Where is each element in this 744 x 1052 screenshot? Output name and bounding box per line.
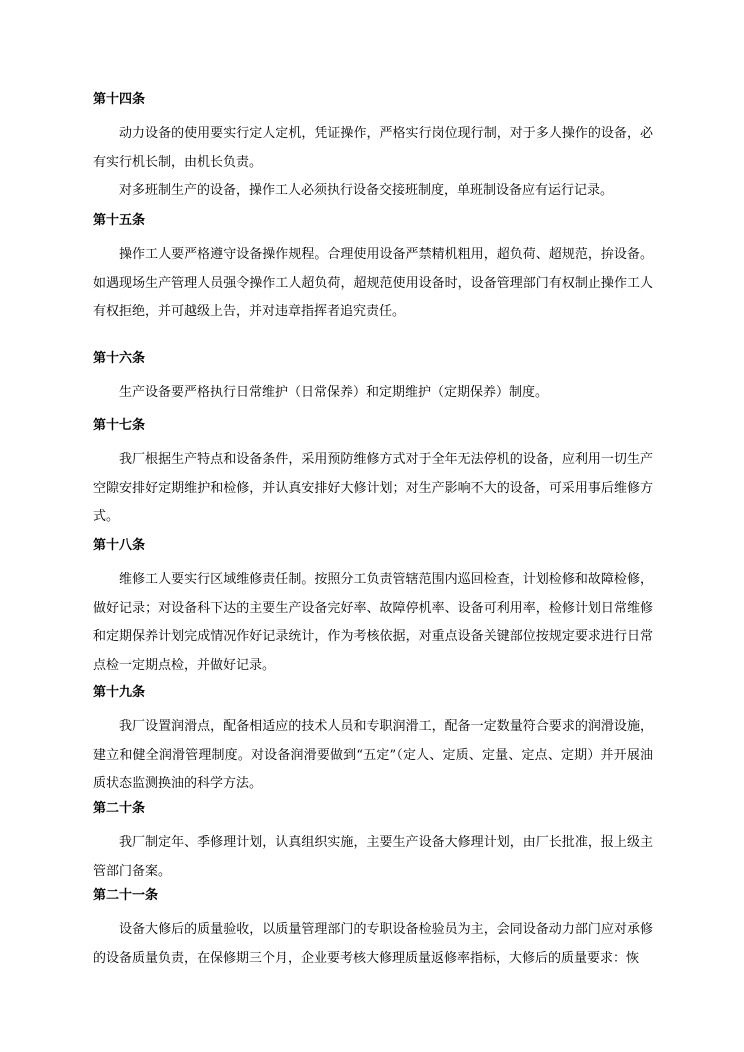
article-17 [93,417,653,532]
article-paragraph: 操作工人要严格遵守设备操作规程。合理使用设备严禁精机粗用，超负荷、超规范，拚设备。如遇现场生产管理人员强令操作工人超负荷，超规范使用设备时，设备管理部门有权制止操作工人有权拒绝，并可越级上告，并对违章指挥者追究责任。 [93,247,653,319]
article-heading: 第十八条 [93,538,146,553]
article-15 [93,212,653,327]
article-paragraph: 动力设备的使用要实行定人定机，凭证操作，严格实行岗位现行制，对于多人操作的设备，必有实行机长制，由机长负责。 [93,126,653,170]
article-heading: 第二十一条 [93,888,159,903]
article-19 [93,684,653,799]
article-heading: 第十五条 [93,213,146,228]
article-16 [93,350,653,408]
article-paragraph: 设备大修后的质量验收，以质量管理部门的专职设备检验员为主，会同设备动力部门应对承修的设备质量负责，在保修期三个月，企业要考核大修理质量返修率指标，大修后的质量要求：恢 [93,922,653,966]
article-heading: 第十七条 [93,418,146,433]
article-14 [93,91,653,206]
article-18 [93,537,653,680]
article-heading: 第十九条 [93,685,146,700]
article-paragraph: 生产设备要严格执行日常维护（日常保养）和定期维护（定期保养）制度。 [119,385,549,400]
article-paragraph: 我厂制定年、季修理计划，认真组织实施，主要生产设备大修理计划，由厂长批准，报上级主管部门备案。 [93,835,653,879]
article-paragraph: 我厂设置润滑点，配备相适应的技术人员和专职润滑工，配备一定数量符合要求的润滑设施，建立和健全润滑管理制度。对设备润滑要做到“五定”（定人、定质、定量、定点、定期）并开展油质状态监测换油的科学方法。 [93,719,653,791]
article-heading: 第十六条 [93,351,146,366]
article-paragraph: 对多班制生产的设备，操作工人必须执行设备交接班制度，单班制设备应有运行记录。 [119,183,614,198]
article-heading: 第十四条 [93,92,146,107]
article-21 [93,887,653,973]
article-paragraph: 维修工人要实行区域维修责任制。按照分工负责管辖范围内巡回检查，计划检修和故障检修，做好记录；对设备科下达的主要生产设备完好率、故障停机率、设备可利用率，检修计划日常维修和定期保养计划完成情况作好记录统计，作为考核依据，对重点设备关键部位按规定要求进行日常点检一定期点检，并做好记录。 [93,572,653,673]
article-paragraph: 我厂根据生产特点和设备条件，采用预防维修方式对于全年无法停机的设备，应利用一切生产空隙安排好定期维护和检修，并认真安排好大修计划；对生产影响不大的设备，可采用事后维修方式。 [93,452,653,524]
article-heading: 第二十条 [93,801,146,816]
article-20 [93,800,653,886]
